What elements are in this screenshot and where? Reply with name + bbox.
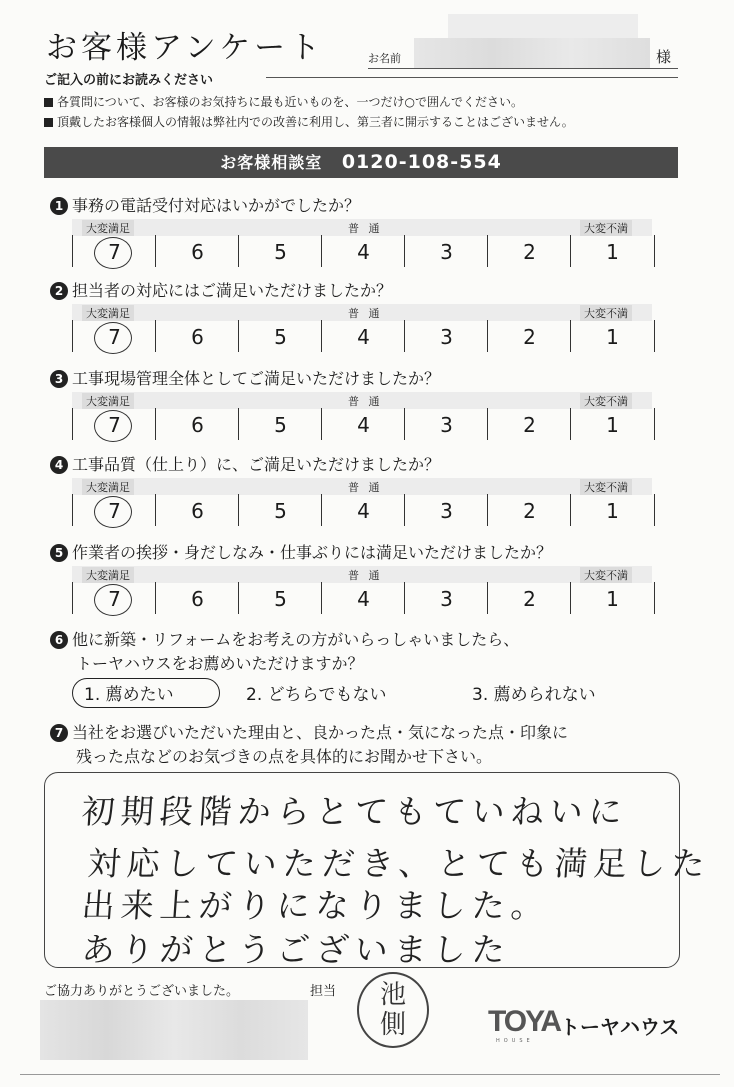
rating-option-1[interactable]: 1 bbox=[570, 235, 655, 267]
question-3: 3 工事現場管理全体としてご満足いただけましたか？ bbox=[50, 366, 440, 389]
redacted-area bbox=[448, 14, 638, 40]
note-line: 頂戴したお客様個人の情報は弊社内での改善に利用し、第三者に開示することはございません。 bbox=[44, 113, 574, 130]
handwritten-line: ありがとうございました bbox=[80, 930, 513, 969]
rating-scale bbox=[72, 219, 652, 275]
question-7-line2: 残った点などのお気づきの点を具体的にお聞かせ下さい。 bbox=[76, 747, 493, 766]
scale-caption-mid: 普 通 bbox=[348, 307, 383, 320]
handwritten-line: 対応していただき、とても満足した bbox=[86, 844, 712, 883]
selected-circle bbox=[94, 496, 132, 528]
redacted-name bbox=[414, 38, 650, 68]
question-6: 6 他に新築・リフォームをお考えの方がいらっしゃいましたら、 bbox=[50, 627, 519, 650]
scale-caption-mid: 普 通 bbox=[348, 395, 383, 408]
name-underline bbox=[368, 68, 678, 69]
rating-option-6[interactable]: 6 bbox=[155, 235, 239, 267]
banner-label: お客様相談室 bbox=[220, 153, 323, 172]
scale-caption-high: 大変満足 bbox=[82, 305, 134, 321]
scale-caption-low: 大変不満 bbox=[580, 305, 632, 321]
rating-scale bbox=[72, 478, 652, 534]
rating-option-6[interactable]: 6 bbox=[155, 408, 239, 440]
selected-circle bbox=[94, 584, 132, 616]
scale-caption-mid: 普 通 bbox=[348, 569, 383, 582]
rating-option-3[interactable]: 3 bbox=[404, 408, 488, 440]
rating-option-4[interactable]: 4 bbox=[321, 320, 405, 352]
rating-scale bbox=[72, 304, 652, 360]
banner-phone: 0120-108-554 bbox=[341, 151, 502, 173]
rating-scale bbox=[72, 392, 652, 448]
question-5: 5 作業者の挨拶・身だしなみ・仕事ぶりには満足いただけましたか？ bbox=[50, 540, 552, 563]
honorific: 様 bbox=[656, 48, 672, 66]
bottom-rule bbox=[20, 1074, 720, 1075]
redacted-staff bbox=[40, 1000, 308, 1060]
notes-heading: ご記入の前にお読みください bbox=[44, 73, 214, 88]
scale-caption-high: 大変満足 bbox=[82, 393, 134, 409]
option-2[interactable]: 2. どちらでもない bbox=[246, 685, 387, 705]
logo-subtext: HOUSE bbox=[496, 1038, 534, 1044]
rating-option-5[interactable]: 5 bbox=[238, 582, 322, 614]
scale-caption-mid: 普 通 bbox=[348, 481, 383, 494]
scale-caption-low: 大変不満 bbox=[580, 479, 632, 495]
question-number-icon: 2 bbox=[50, 282, 68, 300]
rating-option-3[interactable]: 3 bbox=[404, 494, 488, 526]
name-label: お名前 bbox=[368, 52, 401, 65]
scale-caption-low: 大変不満 bbox=[580, 393, 632, 409]
rating-option-1[interactable]: 1 bbox=[570, 320, 655, 352]
rating-option-7[interactable]: 7 bbox=[72, 235, 156, 267]
question-number-icon: 7 bbox=[50, 724, 68, 742]
handwritten-line: 出来上がりになりました。 bbox=[80, 886, 552, 925]
rating-option-3[interactable]: 3 bbox=[404, 582, 488, 614]
bullet-square-icon bbox=[44, 98, 53, 107]
note-line: 各質問について、お客様のお気持ちに最も近いものを、一つだけ○で囲んでください。 bbox=[44, 93, 523, 110]
question-1: 1 事務の電話受付対応はいかがでしたか？ bbox=[50, 193, 360, 216]
notes-rule bbox=[266, 77, 678, 78]
scale-caption-high: 大変満足 bbox=[82, 479, 134, 495]
rating-option-6[interactable]: 6 bbox=[155, 582, 239, 614]
rating-option-5[interactable]: 5 bbox=[238, 494, 322, 526]
survey-title: お客様アンケート bbox=[46, 30, 325, 66]
question-number-icon: 3 bbox=[50, 370, 68, 388]
rating-option-5[interactable]: 5 bbox=[238, 320, 322, 352]
rating-option-1[interactable]: 1 bbox=[570, 582, 655, 614]
scale-caption-high: 大変満足 bbox=[82, 220, 134, 236]
bullet-square-icon bbox=[44, 118, 53, 127]
rating-option-7[interactable]: 7 bbox=[72, 494, 156, 526]
rating-option-6[interactable]: 6 bbox=[155, 494, 239, 526]
scale-caption-low: 大変不満 bbox=[580, 220, 632, 236]
rating-option-3[interactable]: 3 bbox=[404, 235, 488, 267]
scale-caption-low: 大変不満 bbox=[580, 567, 632, 583]
rating-option-7[interactable]: 7 bbox=[72, 320, 156, 352]
seal-stamp: 池 側 bbox=[357, 972, 429, 1048]
question-number-icon: 4 bbox=[50, 456, 68, 474]
rating-option-2[interactable]: 2 bbox=[487, 494, 571, 526]
question-6-line2: トーヤハウスをお薦めいただけますか？ bbox=[76, 654, 364, 673]
rating-option-4[interactable]: 4 bbox=[321, 408, 405, 440]
rating-option-5[interactable]: 5 bbox=[238, 408, 322, 440]
selected-circle bbox=[94, 237, 132, 269]
handwritten-line: 初期段階からとてもていねいに bbox=[80, 792, 630, 831]
rating-option-4[interactable]: 4 bbox=[321, 235, 405, 267]
scale-caption-high: 大変満足 bbox=[82, 567, 134, 583]
scale-caption-mid: 普 通 bbox=[348, 222, 383, 235]
rating-option-2[interactable]: 2 bbox=[487, 235, 571, 267]
question-2: 2 担当者の対応にはご満足いただけましたか？ bbox=[50, 278, 392, 301]
rating-option-1[interactable]: 1 bbox=[570, 494, 655, 526]
option-3[interactable]: 3. 薦められない bbox=[472, 685, 596, 705]
rating-option-4[interactable]: 4 bbox=[321, 582, 405, 614]
selected-circle bbox=[94, 410, 132, 442]
rating-option-3[interactable]: 3 bbox=[404, 320, 488, 352]
logo-mark: TOYA bbox=[488, 1005, 561, 1038]
rating-option-1[interactable]: 1 bbox=[570, 408, 655, 440]
question-number-icon: 6 bbox=[50, 631, 68, 649]
company-logo bbox=[488, 1005, 680, 1044]
thanks-text: ご協力ありがとうございました。 bbox=[44, 984, 240, 999]
rating-option-2[interactable]: 2 bbox=[487, 320, 571, 352]
rating-option-5[interactable]: 5 bbox=[238, 235, 322, 267]
selected-circle bbox=[94, 322, 132, 354]
rating-option-6[interactable]: 6 bbox=[155, 320, 239, 352]
rating-option-7[interactable]: 7 bbox=[72, 582, 156, 614]
question-number-icon: 5 bbox=[50, 544, 68, 562]
rating-option-7[interactable]: 7 bbox=[72, 408, 156, 440]
option-1[interactable]: 1. 薦めたい bbox=[84, 685, 174, 705]
staff-label: 担当 bbox=[310, 984, 337, 999]
rating-scale bbox=[72, 566, 652, 622]
consultation-banner bbox=[44, 147, 678, 178]
logo-text: トーヤハウス bbox=[560, 1015, 680, 1039]
rating-option-2[interactable]: 2 bbox=[487, 582, 571, 614]
question-4: 4 工事品質（仕上り）に、ご満足いただけましたか？ bbox=[50, 452, 440, 475]
rating-option-2[interactable]: 2 bbox=[487, 408, 571, 440]
question-7: 7 当社をお選びいただいた理由と、良かった点・気になった点・印象に bbox=[50, 720, 568, 743]
rating-option-4[interactable]: 4 bbox=[321, 494, 405, 526]
question-number-icon: 1 bbox=[50, 197, 68, 215]
